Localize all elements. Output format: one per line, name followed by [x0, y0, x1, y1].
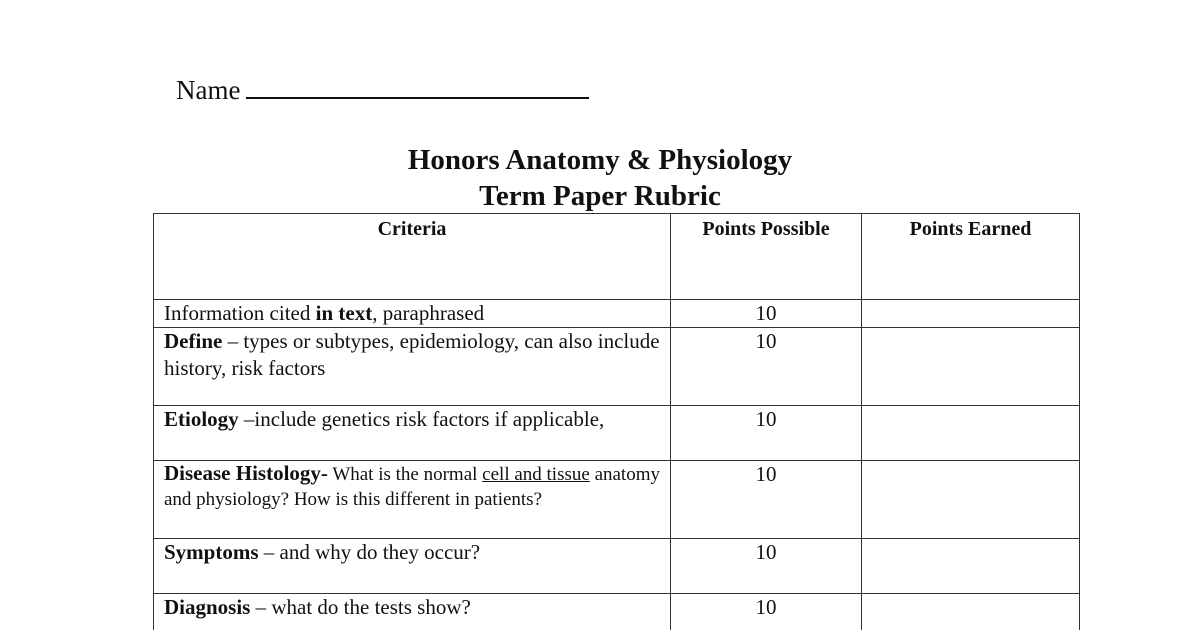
name-label: Name — [176, 75, 241, 105]
table-row — [154, 539, 1080, 594]
criteria-bold: Diagnosis — [164, 595, 251, 619]
points-earned-cell[interactable] — [862, 461, 1080, 539]
points-earned-cell[interactable] — [862, 539, 1080, 594]
table-row — [154, 300, 1080, 328]
criteria-text: – what do the tests show? — [250, 595, 471, 619]
document-title: Honors Anatomy & Physiology — [407, 144, 793, 176]
criteria-text: anatomy and physiology? How is this different in patients? — [164, 464, 660, 510]
name-field-line — [176, 70, 589, 107]
criteria-text: – types or subtypes, epidemiology, can also include history, risk factors — [164, 329, 660, 380]
points-possible-cell: 10 — [671, 300, 862, 328]
criteria-underline: cell and tissue — [482, 464, 590, 485]
column-header-criteria: Criteria — [154, 214, 671, 300]
points-earned-cell[interactable] — [862, 406, 1080, 461]
criteria-cell — [154, 461, 671, 539]
column-header-points-possible: Points Possible — [671, 214, 862, 300]
table-row — [154, 461, 1080, 539]
name-blank[interactable] — [246, 70, 589, 99]
criteria-text: – and why do they occur? — [258, 540, 481, 564]
table-row — [154, 406, 1080, 461]
points-possible-cell: 10 — [671, 461, 862, 539]
criteria-cell — [154, 300, 671, 328]
criteria-text: –include genetics risk factors if applicable, — [238, 407, 605, 431]
criteria-cell — [154, 594, 671, 630]
rubric-table — [153, 213, 1080, 630]
criteria-bold: Disease Histology- — [164, 461, 328, 485]
criteria-bold: Etiology — [164, 407, 239, 431]
criteria-cell — [154, 328, 671, 406]
document-subtitle: Term Paper Rubric — [479, 180, 721, 212]
points-possible-cell: 10 — [671, 594, 862, 630]
points-earned-cell[interactable] — [862, 300, 1080, 328]
points-earned-cell[interactable] — [862, 328, 1080, 406]
criteria-text: What is the normal — [327, 464, 483, 485]
criteria-cell — [154, 406, 671, 461]
points-possible-cell: 10 — [671, 539, 862, 594]
points-possible-cell: 10 — [671, 406, 862, 461]
criteria-text: , paraphrased — [372, 301, 485, 325]
criteria-bold: in text — [315, 301, 373, 325]
criteria-bold: Symptoms — [164, 540, 259, 564]
points-possible-cell: 10 — [671, 328, 862, 406]
table-header-row — [154, 214, 1080, 300]
table-row — [154, 594, 1080, 630]
criteria-cell — [154, 539, 671, 594]
table-row — [154, 328, 1080, 406]
column-header-points-earned: Points Earned — [862, 214, 1080, 300]
criteria-bold: Define — [164, 329, 223, 353]
points-earned-cell[interactable] — [862, 594, 1080, 630]
criteria-text: Information cited — [164, 301, 316, 325]
